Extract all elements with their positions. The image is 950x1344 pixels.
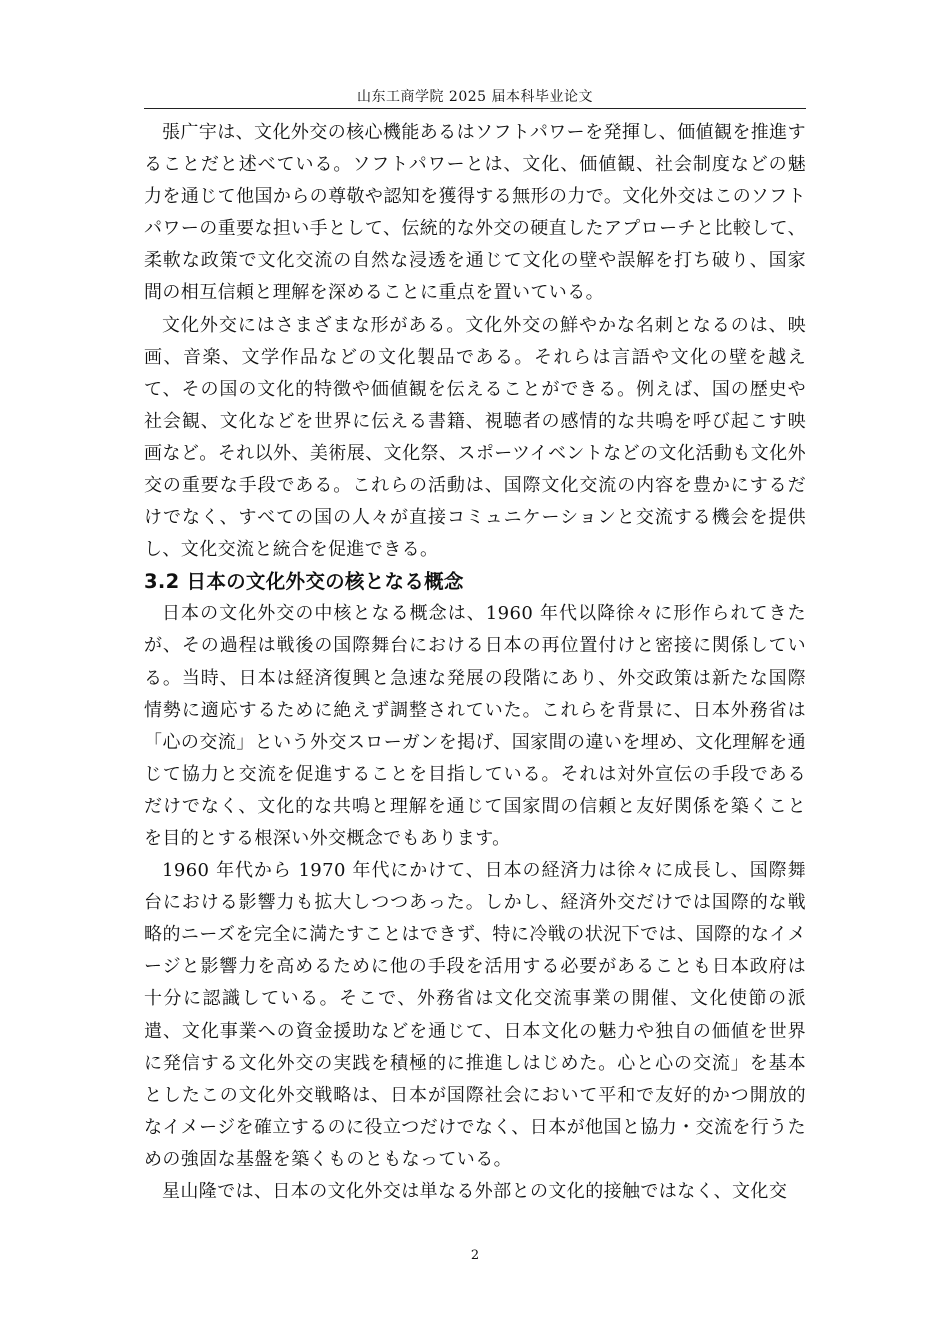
section-paragraph: 日本の文化外交の中核となる概念は、1960 年代以降徐々に形作られてきたが、その過程は戦後の国際舞台における日本の再位置付けと密接に関係している。当時、日本は経済復興と急速な発展の段階にあり、外交政策は新たな国際情勢に適応するために絶えず調整されていた。これらを背景に、日本外務省は「心の交流」という外交スローガンを掲げ、国家間の違いを埋め、文化理解を通じて協力と交流を促進することを目指している。それは対外宣伝の手段であるだけでなく、文化的な共鳴と理解を通じて国家間の信頼と友好関係を築くことを目的とする根深い外交概念でもあります。 (144, 603, 806, 849)
section-paragraph: 1960 年代から 1970 年代にかけて、日本の経済力は徐々に成長し、国際舞台における影響力も拡大しつつあった。しかし、経済外交だけでは国際的な戦略的ニーズを完全に満たすことはできず、特に冷戦の状況下では、国際的なイメージと影響力を高めるために他の手段を活用する必要があることも日本政府は十分に認識している。そこで、外務省は文化交流事業の開催、文化使節の派遣、文化事業への資金援助などを通じて、日本文化の魅力や独自の価値を世界に発信する文化外交の実践を積極的に推進しはじめた。心と心の交流」を基本としたこの文化外交戦略は、日本が国際社会において平和で友好的かつ開放的なイメージを確立するのに役立つだけでなく、日本が他国と協力・交流を行うための強固な基盤を築くものともなっている。 (144, 860, 806, 1170)
section-paragraph: 星山隆では、日本の文化外交は単なる外部との文化的接触ではなく、文化交 (162, 1181, 788, 1202)
document-body (144, 117, 806, 1208)
body-paragraph: 文化外交にはさまざまな形がある。文化外交の鮮やかな名刺となるのは、映画、音楽、文学作品などの文化製品である。それらは言語や文化の壁を越えて、その国の文化的特徴や価値観を伝えることができる。例えば、国の歴史や社会観、文化などを世界に伝える書籍、視聴者の感情的な共鳴を呼び起こす映画など。それ以外、美術展、文化祭、スポーツイベントなどの文化活動も文化外交の重要な手段である。これらの活動は、国際文化交流の内容を豊かにするだけでなく、すべての国の人々が直接コミュニケーションと交流する機会を提供し、文化交流と統合を促進できる。 (144, 314, 806, 561)
section-heading: 3.2 日本の文化外交の核となる概念 (144, 570, 464, 594)
page-number: 2 (470, 1248, 480, 1263)
header-divider (144, 108, 806, 109)
body-paragraph: 張广宇は、文化外交の核心機能あるはソフトパワーを発揮し、価値観を推進することだと述べている。ソフトパワーとは、文化、価値観、社会制度などの魅力を通じて他国からの尊敬や認知を獲得する無形の力で。文化外交はこのソフトパワーの重要な担い手として、伝統的な外交の硬直したアプローチと比較して、柔軟な政策で文化交流の自然な浸透を通じて文化の壁や誤解を打ち破り、国家間の相互信頼と理解を深めることに重点を置いている。 (144, 122, 806, 304)
page-header: 山东工商学院 2025 届本科毕业论文 (356, 89, 594, 105)
